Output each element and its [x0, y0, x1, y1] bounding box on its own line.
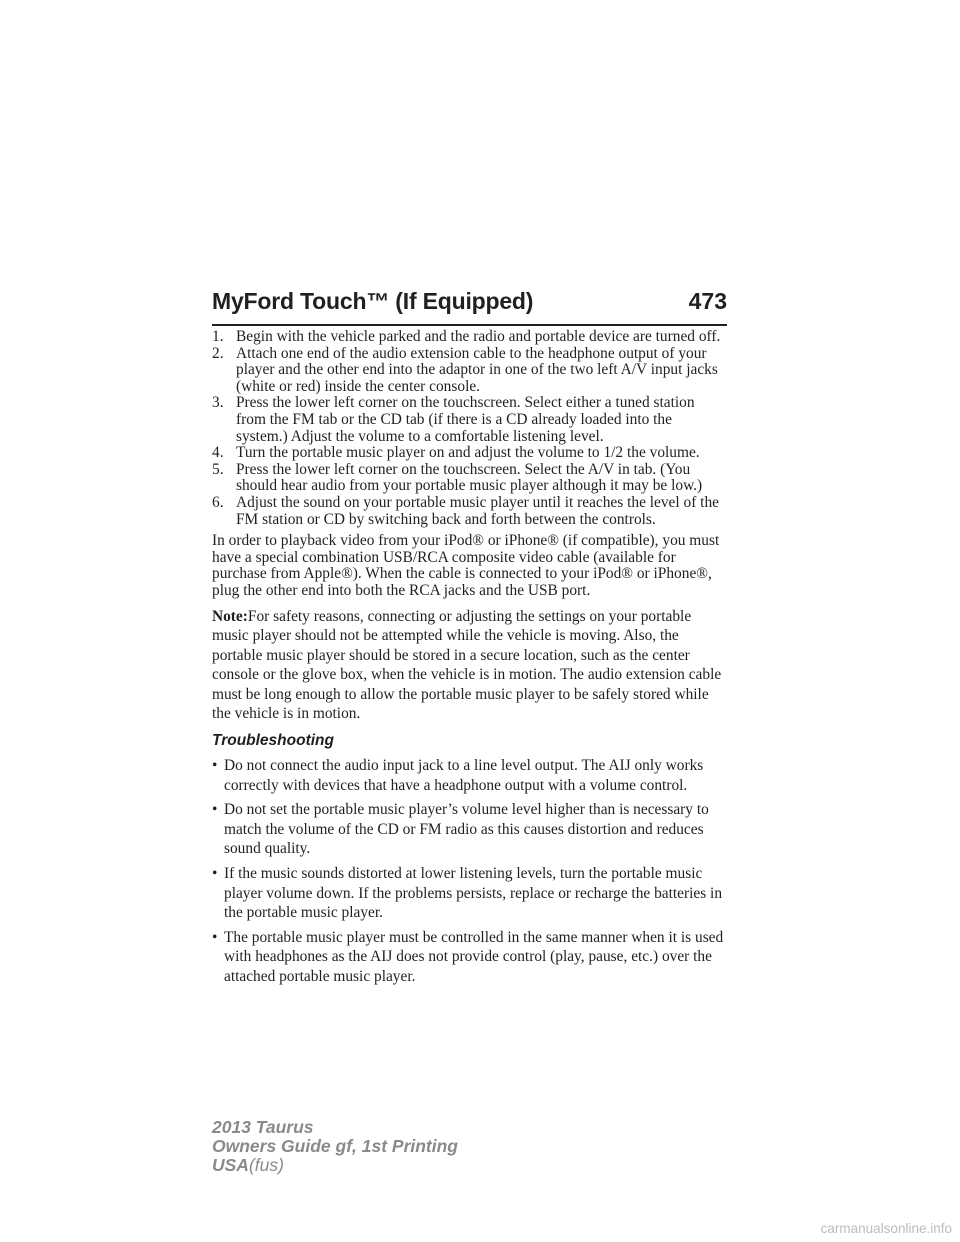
bullet-icon: •: [212, 865, 218, 883]
playback-paragraph: In order to playback video from your iPod® or iPhone® (if compatible), you must have a special combination USB/RCA composite video cable (available for purchase from Apple®). When the cable is connected to your iPod® or iPhone®, plug the other end into both the RCA jacks and the USB port.: [212, 532, 720, 599]
bullet-text: Do not connect the audio input jack to a line level output. The AIJ only works correctly with devices that have a headphone output with a volume control.: [224, 757, 704, 794]
bullet-text: If the music sounds distorted at lower listening levels, turn the portable music player volume down. If the problems persists, replace or recharge the batteries in the portable music player.: [224, 865, 723, 922]
step-item: [212, 346, 727, 396]
note-text: For safety reasons, connecting or adjusting the settings on your portable music player should not be attempted while the vehicle is moving. Also, the portable music player should be stored in a secure location, such as the center console or the glove box, when the vehicle is in motion. The audio extension cable must be long enough to allow the portable music player to be safely stored while the vehicle is in motion.: [212, 607, 722, 723]
step-number: 4.: [212, 444, 224, 462]
step-item: [212, 395, 727, 445]
bullet-icon: •: [212, 757, 218, 775]
bullet-item: [212, 756, 727, 795]
footer-country: USA: [212, 1155, 249, 1175]
page-title: MyFord Touch™ (If Equipped): [212, 288, 534, 314]
page-header: [212, 284, 727, 326]
bullet-icon: •: [212, 801, 218, 819]
step-text: Begin with the vehicle parked and the radio and portable device are turned off.: [236, 328, 721, 345]
bullet-text: The portable music player must be controlled in the same manner when it is used with headphones as the AIJ does not provide control (play, pause, etc.) over the attached portable music player.: [224, 928, 724, 985]
step-text: Adjust the sound on your portable music player until it reaches the level of the FM station or CD by switching back and forth between the controls.: [236, 493, 719, 528]
step-item: [212, 445, 727, 462]
bullet-item: [212, 864, 727, 923]
step-text: Attach one end of the audio extension cable to the headphone output of your player and the other end into the adaptor in one of the two left A/V input jacks (white or red) inside the center console.: [236, 344, 718, 395]
step-number: 6.: [212, 493, 224, 511]
footer-edition: Owners Guide gf, 1st Printing: [212, 1136, 458, 1156]
bullet-item: [212, 800, 727, 859]
troubleshooting-list: [212, 756, 727, 987]
step-number: 3.: [212, 394, 224, 412]
step-number: 5.: [212, 460, 224, 478]
troubleshooting-heading: Troubleshooting: [212, 732, 334, 750]
watermark-link[interactable]: carmanualsonline.info: [820, 1221, 952, 1236]
bullet-text: Do not set the portable music player’s volume level higher than is necessary to match the volume of the CD or FM radio as this causes distortion and reduces sound quality.: [224, 801, 709, 858]
footer-region: [212, 1156, 458, 1175]
step-item: [212, 495, 727, 528]
note-paragraph: [212, 607, 727, 725]
print-footer: [212, 1118, 458, 1175]
step-number: 1.: [212, 328, 224, 345]
step-item: [212, 462, 727, 495]
step-item: [212, 329, 727, 346]
page-number: 473: [688, 288, 727, 314]
footer-code: (fus): [248, 1155, 284, 1175]
step-text: Press the lower left corner on the touchscreen. Select either a tuned station from the FM tab or the CD tab (if there is a CD already loaded into the system.) Adjust the volume to a comfortable listening level.: [236, 394, 695, 445]
bullet-icon: •: [212, 928, 218, 946]
step-number: 2.: [212, 344, 224, 362]
page-content: [212, 329, 727, 992]
steps-list: [212, 329, 727, 528]
note-label: Note:: [212, 607, 248, 625]
footer-model: 2013 Taurus: [212, 1117, 314, 1137]
step-text: Turn the portable music player on and adjust the volume to 1/2 the volume.: [236, 444, 700, 462]
step-text: Press the lower left corner on the touchscreen. Select the A/V in tab. (You should hear audio from your portable music player although it may be low.): [236, 460, 703, 495]
bullet-item: [212, 928, 727, 987]
